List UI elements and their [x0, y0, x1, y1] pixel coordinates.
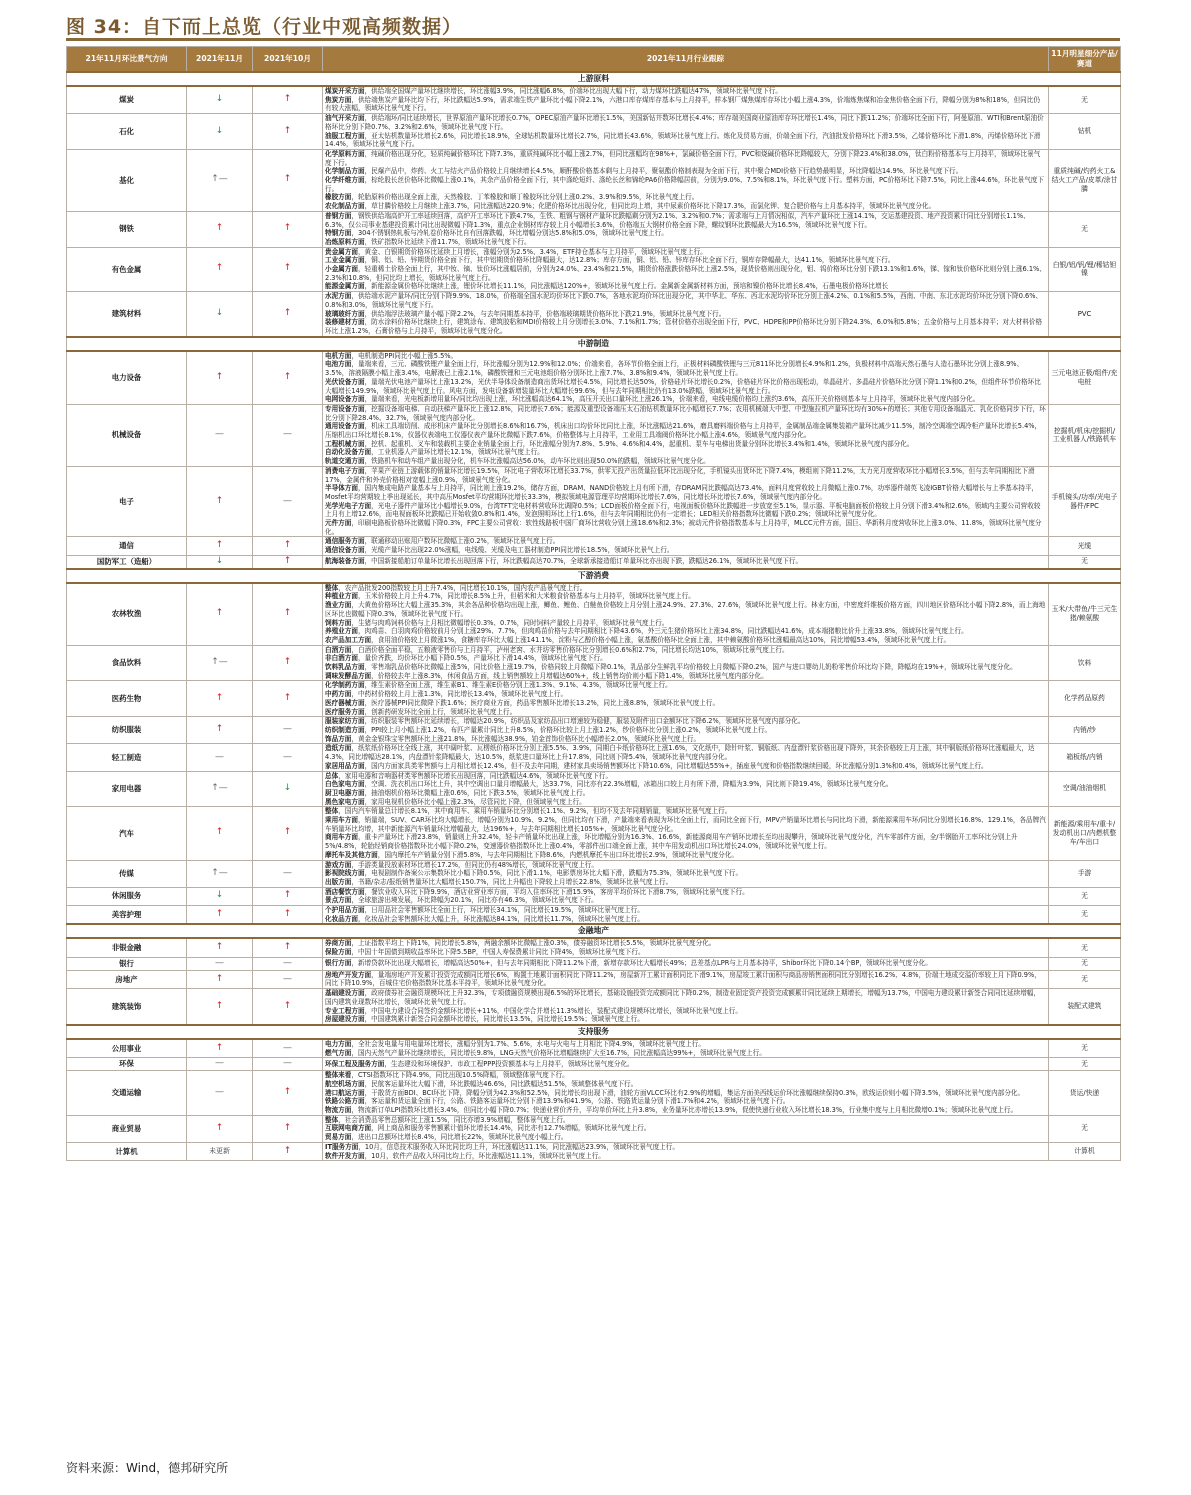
oct-direction-icon: ↑ [253, 555, 323, 568]
detail-line: 光学光电子方面，光电子器件产量环比小幅增长9.0%，台湾TFT完电材料营收环比调降0.5%；LCD面板价格全面下行，电视面板价格环比跌幅进一步放宽至5.1%，显示器、平板电脑面板价格较上月分别下滑3.4%和2.6%，领域内主要公司营收较上月有上增12.6%，而电视面板环比跌幅已开始收敛0.8%和1.4%，发泡照明环比上行1.6%，但与去年同期相比仍有一定增长；LED相关价格指数环比微幅下跌0.2%；领域环比景气度分化。 [325, 501, 1041, 519]
detail-line: 化学原料方面，纯碱价格出现分化，轻质纯碱价格环比下降7.3%，重质纯碱环比小幅上涨2.7%，但同比涨幅均在98%+，氯碱价格全面下行，PVC和烧碱价格环比降幅较大，分别下降23.4%和38.0%，钛白粉价格基本与上月持平，领域环比景气度下行。 [325, 149, 1041, 167]
table-row [67, 989, 1121, 1025]
detail-line: 出版方面，书籍/杂志/报纸销售量环比大幅增长150.7%，同比上升幅也下降较上月增长22.8%，领域环比景气度上行。 [325, 877, 673, 886]
detail-line: 养殖业方面，肉鸡苗、白羽肉鸡价格较前月分别上涨29%、7.7%，但肉鸡苗价格与去年同期相比下降43.6%，外三元生猪价格环比上涨34.8%，同比跌幅达41.6%，成本端猪粮比价升上涨33.8%，领域环比景气度上行。 [325, 627, 968, 636]
star-products: 无 [1049, 1058, 1121, 1071]
oct-direction-icon: — [253, 970, 323, 988]
table-row [67, 645, 1121, 681]
table-row [67, 860, 1121, 887]
section-header [67, 569, 1121, 583]
header-tracking: 2021年11月行业跟踪 [323, 47, 1049, 73]
oct-direction-icon: — [253, 744, 323, 771]
nov-direction-icon: ↓ [187, 555, 253, 568]
detail-line: 贵金属方面，黄金、白银期货价格环比延续上月增长，涨幅分别为2.5%、3.4%，ETF持仓基本与上月持平，领域环比景气度上行。 [325, 247, 707, 256]
star-products: 无 [1049, 938, 1121, 957]
detail-line: 医疗服务方面，创新药研发环比全面上行，领域环比景气度上行。 [325, 707, 517, 716]
detail-line: 燃气方面，国内天然气产量环比继续增长，同比增长9.8%，LNG天然气价格环比增幅继续扩大至16.7%，同比涨幅高达99%+，领域环比景气度上行。 [325, 1048, 766, 1057]
tracking-detail [323, 887, 1049, 905]
table-row [67, 717, 1121, 744]
tracking-detail [323, 717, 1049, 744]
industry-name: 美容护理 [67, 906, 187, 925]
detail-line: 通用设备方面，机床工具端切削、成形机床产量环比分别增长8.6%和16.7%，机床出口均价环比同比上涨，环比涨幅达21.6%，磨具磨料端价格与上月持平，金属制品端金属集装箱产量环比减少11.5%，制冷空调端空调冷柜产量环比增长5.4%，压缩机出口环比增长8.1%，仪器仪表端电工仪器仪表产量环比微幅下跌7.6%，价格整体与上月持平，工业用工具端阀价格环比小幅上涨4.6%，领域景气度内部分化。 [325, 422, 1042, 440]
industry-name: 轻工制造 [67, 744, 187, 771]
tracking-detail [323, 1071, 1049, 1116]
detail-line: 冶炼原料方面，铁矿指数环比延续下滑11.7%，领域环比景气度下行。 [325, 237, 531, 246]
oct-direction-icon: — [253, 1058, 323, 1071]
industry-name: 电力设备 [67, 351, 187, 405]
industry-name: 非银金融 [67, 938, 187, 957]
nov-direction-icon: ↑ [187, 211, 253, 247]
section-header [67, 924, 1121, 938]
table-row [67, 887, 1121, 905]
oct-direction-icon: ↑ [253, 1071, 323, 1116]
industry-name: 环保 [67, 1058, 187, 1071]
industry-name: 电子 [67, 466, 187, 537]
star-products: 无 [1049, 555, 1121, 568]
detail-line: 饮料乳品方面，零售端乳品价格环比微幅上涨5%，同比价格上涨19.7%，价格同较上月微幅下降0.1%，乳品部分生鲜乳平均价格较上月微幅下降0.2%，国产与进口婴幼儿奶粉零售价环比均下降，降幅均在19%+，领域环比景气度分化。 [325, 663, 1017, 672]
tracking-detail [323, 292, 1049, 337]
nov-direction-icon: ↑— [187, 860, 253, 887]
detail-line: 装修建材方面，防水涂料价格环比继续上行，建筑涂布、建筑胶粘和MDI价格较上月分别增长3.0%、7.1%和1.7%；管材价格亦出现全面下行，PVC、HDPE和PP价格环比分别下降24.3%、6.0%和5.8%；五金价格与上月基本持平；对大材料价格环比上涨1.2%，石膏价格与上月持平，领域环比景气度分化。 [325, 318, 1043, 335]
star-products: 重质纯碱/灼药火工&结火工产品/皮革/涂甘膦 [1049, 149, 1121, 211]
nov-direction-icon: ↑ [187, 351, 253, 405]
oct-direction-icon: ↑ [253, 1115, 323, 1142]
industry-name: 建筑装饰 [67, 989, 187, 1025]
oct-direction-icon: ↑ [253, 938, 323, 957]
detail-line: 物流方面，物流新订单LPI指数环比增长3.4%，但同比小幅下降0.7%；快递业营价齐升，平均单价环比上升3.8%，业务量环比亦增长13.9%，促使快递行业收入环比增长18.3%，行业集中度与上月相比微增0.1%；领域环比景气度上行。 [325, 1106, 1018, 1115]
detail-line: 通信服务方面，联通移动出账用户数环比微幅上涨0.2%，领域环比景气度上行。 [325, 537, 560, 546]
nov-direction-icon: ↑ [187, 681, 253, 717]
detail-line: 航海装备方面，中国新接船舶订单量环比增长出现回落下行，环比跌幅高达70.7%，全球新承接造船订单量环比亦出现下跌，跌幅达26.1%，领域环比景气度下行。 [325, 557, 803, 566]
detail-line: 元件方面，印刷电路板价格环比微幅下降0.3%，FPC主要公司营收：软性线路板中国厂商环比营收分别上涨18.6%和2.3%；被动元件价格指数基本与上月持平，MLCC元件方面，国巨、华新科月度营收环比上涨3.0%、11.8%，领域环比景气度分化。 [325, 519, 1042, 536]
detail-line: 银行方面，新增贷款环比出现大幅增长，增幅高达50%+，但与去年同期相比下降11.2%下滑，新增存款环比大幅增长49%；总差基点LPR与上月基本持平，Shibor环比下降0.14个BP，领域环比景气度分化。 [325, 959, 932, 968]
detail-line: 铁路公路方面，客运量和货运量全面下行，公路、铁路客运量环比分别下滑13.9%和41.9%，公路、铁路货运量分别下滑1.7%和4.2%，领域环比景气度下行。 [325, 1097, 790, 1106]
table-row [67, 351, 1121, 405]
table-header-row [67, 47, 1121, 73]
industry-name: 石化 [67, 114, 187, 150]
section-title: 支持服务 [67, 1025, 1121, 1039]
table-row [67, 807, 1121, 860]
detail-line: 电网设备方面，量端来看，光电板新增用量环/同比均出现上涨，环比涨幅高达64.1%，高压开关出口量环比上涨26.1%，价端来看，电线电缆价格均上涨约3.6%，高压开关价格则基本与上月持平，领域环比景气度内部分化。 [325, 395, 980, 404]
detail-line: 种植业方面，玉米价格较上月上升4.7%，同比增长8.5%上升，但稻米和大米粮食价格基本与上月持平，领域环比景气度上行。 [325, 592, 695, 601]
detail-line: 玻璃玻纤方面，供给端浮法玻璃产量小幅下降2.2%，与去年同期基本持平，价格端玻璃期货价格环比下跌21.9%，领域环比景气度下行。 [325, 309, 726, 318]
detail-line: 水泥方面，供给端水泥产量环/同比分别下降9.9%、18.0%，价格端全国水泥均价环比下跌0.7%，各地水泥均价环比出现分化，其中华北、华东、西北水泥均价环比分别上涨4.2%、0.1%和5.5%，西南、中南、东北水泥均价环比分别下降0.6%、0.8%和3.0%，领域环比景气度下行。 [325, 292, 1043, 309]
table-row [67, 404, 1121, 466]
header-oct: 2021年10月 [253, 47, 323, 73]
industry-name: 商业贸易 [67, 1115, 187, 1142]
table-row [67, 292, 1121, 337]
industry-name: 交通运输 [67, 1071, 187, 1116]
section-title: 中游制造 [67, 337, 1121, 351]
detail-line: 整体，国内汽车销量总计增长8.1%，其中商用车、乘用车销量环比分别增长1.1%、9.2%，但均不及去年同期销量，领域环比景气度上行。 [325, 807, 732, 816]
detail-line: 轨道交通方面，铁路机车和动车组产量出现分化，机车环比涨幅高达56.0%，动车环比则出现50.0%的跌幅，领域环比景气度分化。 [325, 457, 710, 466]
detail-line: 港口航运方面，干散货方面BDI、BCI环比下降，降幅分别为42.3%和52.5%，同比增长均出现下滑，油轮方面VLCC环比有2.9%的增幅，集运方面美西线运价环比涨幅继续保持0.3%，欧线运价则小幅下降3.5%，领域环比景气度内部分化。 [325, 1088, 1025, 1097]
star-products: 手机镜头/功率/光电子器件/FPC [1049, 466, 1121, 537]
detail-line: 电力方面，全社会发电量与用电量环比增长，涨幅分别为1.7%、5.6%，水电与火电与上月相比下降4.9%，领域环比景气度上行。 [325, 1039, 705, 1048]
tracking-detail [323, 957, 1049, 970]
detail-line: 基础建设方面，政府债券社会融资规模环比上升32.3%，专项债融资规模出现6.5%的环比增长，基础设施投资完成额同比下降0.2%，制造业固定资产投资完成额累计同比延续上期增长，增幅为13.7%，中国电力建设累计新签合同同比延续增幅，国内建筑业现数环比增长，领域环比景气度上行。 [325, 989, 1040, 1006]
nov-direction-icon: ↑ [187, 807, 253, 860]
detail-line: 农产品加工方面，食用油价格较上月微涨1%，食糖库存环比大幅上涨141.1%，淀粉与乙醇价格小幅上涨，氨基酸价格环比全面上涨，其中赖氨酸价格环比涨幅最高达10%，同比增幅53.4%，领域环比景气度上行。 [325, 635, 951, 644]
detail-line: 消费电子方面，苹果产业链上游载体的销量环比增长19.5%，环比电子营收环比增长33.7%，供零无投产出货量拉低环比出现分化，手机镜头出货环比下降7.4%，模组则下降11.2%，太力光月度营收环比小幅增长3.5%，但与去年同期相比下滑17%，金属件和外壳价格相对宽幅上涨0.9%，领域景气度分化。 [325, 466, 1035, 484]
industry-name: 休闲服务 [67, 887, 187, 905]
table-row [67, 583, 1121, 645]
industry-name: 医药生物 [67, 681, 187, 717]
star-products: 无 [1049, 887, 1121, 905]
table-row [67, 1071, 1121, 1116]
industry-name: 建筑材料 [67, 292, 187, 337]
oct-direction-icon: ↑ [253, 1142, 323, 1160]
source-note: 资料来源：Wind，德邦研究所 [66, 1461, 229, 1475]
detail-line: 游戏方面，手游类量投放素材环比增长17.2%，但同比仍有48%增长，领域环比景气度上行。 [325, 860, 598, 869]
table-row [67, 466, 1121, 537]
header-nov: 2021年11月 [187, 47, 253, 73]
tracking-detail [323, 247, 1049, 292]
detail-line: 商用车方面，重卡产量环比下滑23.8%，销量则上升32.4%，轻卡产销量环比出现上涨，环比增幅分别为16.3%、16.6%，新能源商用车产销环比增长至均出现攀升，领域环比景气度分化，汽车零部件方面，全/半钢胎开工率环比分别上升5%/4.8%，轮胎经销商价格指数环比小幅下降0.2%，变速器价格指数环比上涨0.4%，零部件出口端全面上涨，其中车用发动机出口环比增长24.0%，领域环比景气度上行。 [325, 833, 1018, 851]
nov-direction-icon: — [187, 1058, 253, 1071]
title-rule [66, 38, 1120, 41]
tracking-detail [323, 114, 1049, 150]
detail-line: 化学制品方面，民爆产品中，炸药、火工与结火产品价格较上月继续增长4.5%，顺酐酸价格基本剩与上月持平，聚氨酯价格制表现为全面下行，其中聚合MDI价格下行趋势最明显，环比降幅达14.9%，环比景气度下行。 [325, 167, 963, 176]
tracking-detail [323, 555, 1049, 568]
section-title: 上游原料 [67, 72, 1121, 86]
detail-line: 油气开采方面，供给端环/同比延续增长，世界原油产量环比增长0.7%，OPEC原油产量环比增长1.5%，美国新钻井数环比增长4.4%；库存端美国商业原油库存环比增长1.4%，同比下跌11.2%；价端环比全面下行，阿曼原油、WTI和Brent原油价格环比分别下降0.7%、3.2%和2.6%，领域环比景气度下行。 [325, 114, 1044, 131]
detail-line: 环保工程及服务方面，生态建设和环境保护、市政工程PPP投资额基本与上月持平，领域环比景气度分化。 [325, 1059, 634, 1068]
detail-line: 饰品方面，黄金金银珠宝零售额环比上涨21.8%，环比涨幅达38.9%，铂金首饰价格环比小幅增长2.0%，领域环比景气度上行。 [325, 734, 701, 743]
star-products: 无 [1049, 970, 1121, 988]
detail-line: 光伏设备方面，量端光伏电池产量环比上涨13.2%，光伏半导体设备制造商出货环比增长4.5%，同比增长达50%，价格硅片环比增长0.2%，价格硅片环比价格出现松动，单晶硅片、多晶硅片价格环比分别下降1.1%和0.2%，但组件环节价格环比大幅增长149.9%，领域环比景气度上行。风电方面，发电设备新增装量环比大幅增长99.6%，但与去年同期相比仍有13.0%跌幅，领域环比景气度上行。 [325, 377, 1041, 395]
star-products: 挖掘机/机床/挖掘机/工业机器人/铁路机车 [1049, 404, 1121, 466]
tracking-detail [323, 906, 1049, 925]
industry-name: 公用事业 [67, 1039, 187, 1058]
star-products: 饮料 [1049, 645, 1121, 681]
star-products: 玉米/大带鱼/牛三元生猪/赖氨酸 [1049, 583, 1121, 645]
oct-direction-icon: — [253, 860, 323, 887]
tracking-detail [323, 970, 1049, 988]
tracking-detail [323, 211, 1049, 247]
oct-direction-icon: ↑ [253, 247, 323, 292]
nov-direction-icon: ↑— [187, 771, 253, 807]
oct-direction-icon: ↑ [253, 807, 323, 860]
table-row [67, 1115, 1121, 1142]
star-products: 化学药品原药 [1049, 681, 1121, 717]
detail-line: 整体来看，CTSI指数环比下降4.9%，同比出现10.5%降幅，领域整体景气度下行。 [325, 1071, 569, 1080]
industry-name: 银行 [67, 957, 187, 970]
detail-line: 白色家电方面，空调、洗衣机出口环比上升，其中空调出口量月增幅最大，达33.7%，同比亦有22.3%增幅，冰箱出口较上月有所下滑，降幅为3.9%，同比则下降19.4%，领域环比景气度分化。 [325, 780, 893, 789]
oct-direction-icon: — [253, 466, 323, 537]
detail-line: 家居用品方面，国内方面家具类零售额与上月相比增长12.4%，但不及去年同期，建材家具卖场销售额环比下降10.6%，同比增幅达55%+，插座景气度和价格指数继续回暖，环比涨幅分别1.3%和0.4%，领域环比景气度上行。 [325, 761, 988, 770]
table-row [67, 1142, 1121, 1160]
star-products: 内销/纱 [1049, 717, 1121, 744]
detail-line: 调味发酵品方面，价格较去年上涨8.3%，休闲食品方面，线上销售额较上月增幅达60%+，线上销售均价则小幅下降1.4%，领域环比景气度内部分化。 [325, 671, 768, 680]
nov-direction-icon: ↑ [187, 938, 253, 957]
tracking-detail [323, 989, 1049, 1025]
detail-line: 房屋建设方面，中国建筑累计新签合同金额环比增长，同比增长13.5%，同比增长19.5%；领域景气度上行。 [325, 1015, 644, 1024]
detail-line: 整体，农产品批发200指数较上月上升7.4%，同比增长10.1%，国内农产品景气度上行。 [325, 583, 587, 592]
star-products: 手游 [1049, 860, 1121, 887]
oct-direction-icon: ↑ [253, 906, 323, 925]
industry-name: 机械设备 [67, 404, 187, 466]
figure-title: 图 34：自下而上总览（行业中观高频数据） [66, 16, 463, 38]
star-products: 光缆 [1049, 537, 1121, 555]
oct-direction-icon: ↓ [253, 771, 323, 807]
oct-direction-icon: ↑ [253, 645, 323, 681]
tracking-detail [323, 681, 1049, 717]
detail-line: 影视院线方面，电视剧制作备案公示集数环比小幅下降0.5%，同比下滑1.1%，电影票房环比大幅下滑，跌幅为75.3%，领域环比景气度下行。 [325, 869, 743, 878]
industry-name: 基化 [67, 149, 187, 211]
oct-direction-icon: ↑ [253, 149, 323, 211]
tracking-detail [323, 938, 1049, 957]
detail-line: 摩托车及其他方面，国内摩托车产销量分别下滑5.8%，与去年同期相比下降8.6%，内燃机摩托车出口环比增长2.9%，领域环比景气度分化。 [325, 850, 738, 859]
star-products: 箱板纸/内销 [1049, 744, 1121, 771]
detail-line: 油服工程方面，亚太钻机数量环比增长2.6%，同比增长18.9%，全球钻机数量环比增长2.7%，同比增长43.6%，领域环比景气度上行。炼化及贸易方面，价端全面下行，汽油批发价格环比下滑3.5%，乙烯价格环比下滑1.8%，丙烯价格环比下滑14.4%，领域环比景气度下行。 [325, 131, 1041, 149]
oct-direction-icon: ↑ [253, 114, 323, 150]
table-row [67, 744, 1121, 771]
detail-line: 纺织制造方面，PPI较上月小幅上涨1.2%，布匹产量累计同比上升8.5%，价格环比较上月上涨1.2%，纱价格环比分别上涨0.2%，领域环比景气度上行。 [325, 725, 772, 734]
industry-name: 家用电器 [67, 771, 187, 807]
tracking-detail [323, 645, 1049, 681]
tracking-detail [323, 744, 1049, 771]
detail-line: 煤炭开采方面，供给端全国煤产量环比继续增长，环比涨幅3.9%，同比涨幅6.8%，价端环比出现大幅下行，动力煤环比跌幅达47%，领域环比景气度下行。 [325, 87, 782, 95]
tracking-detail [323, 1142, 1049, 1160]
nov-direction-icon: ↑— [187, 149, 253, 211]
detail-line: 焦炭方面，供给端焦炭产量环比均下行，环比跌幅达5.9%，需求端生铁产量环比小幅下降2.1%，六港口库存煤库存基本与上月持平，样本钢厂煤焦煤库存环比小幅上涨4.3%，价端炼焦煤和冶金焦价格全面下行，降幅分别为8%和18%，但同比仍有较大涨幅，领域环比景气度下行。 [325, 95, 1040, 113]
detail-line: 造纸方面，纸浆纸价格环比全线上涨，其中阔叶浆、瓦楞纸价格环比分别上涨5.5%、3.9%，同期白卡纸价格环比上涨1.6%，文化纸中，除针叶浆、铜版纸、内盘漂针浆价格出现下降外，其余价格较上月上涨，其中铜版纸价格环比涨幅最大，达4.3%，同比增幅达28.1%，内盘漂针浆降幅最大，达10.5%，纸浆进口量环比上升17.8%，同比则下降5.4%，领域环比景气度内部分化。 [325, 744, 1035, 762]
section-header [67, 1025, 1121, 1039]
table-row [67, 555, 1121, 568]
detail-line: 化学制药方面，维生素价格全面上涨，维生素B1、维生素E价格分别上涨1.3%、9.1%、4.3%，领域环比景气度上行。 [325, 681, 672, 690]
nov-direction-icon: — [187, 957, 253, 970]
tracking-detail [323, 771, 1049, 807]
oct-direction-icon: ↑ [253, 681, 323, 717]
table-row [67, 149, 1121, 211]
oct-direction-icon: ↑ [253, 211, 323, 247]
detail-line: 酒店餐饮方面，餐饮业收入环比下降9.9%，酒店业营业率方面，平均入住率环比下滑15.9%，客房平均价环比下滑8.7%，领域环比景气度下行。 [325, 887, 749, 896]
detail-line: 普钢方面，钢铁供给端高炉开工率延续回落，高炉开工率环比下跌4.7%，生铁、粗钢与钢材产量环比跌幅剩分别为2.1%、3.2%和0.7%；需求端与上月情况相似，汽车产量环比上涨14.1%，交运基建投资、地产投资累计同比分别增长1.1%、6.3%，仅公司事业基建投资累计同比出现微幅下降1.3%，重点企业钢材库存较上月小幅增长3.6%，价格端五大钢材价格全面下降，螺纹钢环比跌幅最大为16.5%，领域环比景气度下行。 [325, 211, 1030, 229]
nov-direction-icon: ↓ [187, 114, 253, 150]
industry-name: 房地产 [67, 970, 187, 988]
oct-direction-icon: — [253, 957, 323, 970]
oct-direction-icon: — [253, 404, 323, 466]
nov-direction-icon: ↑ [187, 247, 253, 292]
nov-direction-icon: ↑ [187, 1039, 253, 1058]
table-row [67, 247, 1121, 292]
detail-line: 工业金属方面，铜、铝、铅、锌期货价格全面下行，其中铝期货价格环比降幅最大，达12.8%；库存方面，铜、铝、铅、锌库存环比全面下行，铜库存降幅最大，达41.1%，领域环比景气度下行。 [325, 256, 895, 265]
table-row [67, 1058, 1121, 1071]
table-row [67, 957, 1121, 970]
table-row [67, 970, 1121, 988]
table-row [67, 114, 1121, 150]
detail-line: 半导体方面，国内集成电路产量基本与上月持平，同比则上涨19.2%，储存方面，DRAM、NAND价格较上月有所下滑，存DRAM同比跌幅高达73.4%，面料月度营收较上月微幅上涨0.7%，功率器件端英飞凌IGBT价格大幅增长与上季基本持平，Mosfet平均营期较上季出现延长，其中高压Mosfet平均营期环比增长33.3%，模拟领域电源管理平均营期环比增长7.6%，同比增长环比增长7.6%，领域景气度内部分化。 [325, 484, 1039, 501]
star-products: 计算机 [1049, 1142, 1121, 1160]
nov-direction-icon: ↑ [187, 537, 253, 555]
detail-line: 航空机场方面，民航客运量环比大幅下滑，环比跌幅达46.6%，同比跌幅达51.5%，领域整体景气度下行。 [325, 1079, 638, 1088]
table-row [67, 681, 1121, 717]
oct-direction-icon: ↑ [253, 887, 323, 905]
nov-direction-icon: — [187, 404, 253, 466]
oct-direction-icon: ↑ [253, 989, 323, 1025]
star-products: 货运/快递 [1049, 1071, 1121, 1116]
table-row [67, 86, 1121, 114]
star-products: 无 [1049, 906, 1121, 925]
detail-line: 非白酒方面，量价齐跌，均价环比小幅下降0.5%，产量环比下滑14.4%，领域环比景气度下行。 [325, 654, 607, 663]
table-row [67, 537, 1121, 555]
table-row [67, 1039, 1121, 1058]
detail-line: 化学纤维方面，棕纶股长丝价格环比微幅上涨0.1%，其余产品价格全面下行，其中涤纶短纤、涤纶长丝和锦纶PA6价格降幅居前，分别为9.0%、7.5%和8.1%，环比景气度下行。塑料方面，PC价格环比下降7.5%，同比上涨44.6%，环比景气度下行。 [325, 176, 1044, 193]
header-direction: 21年11月环比景气方向 [67, 47, 187, 73]
detail-line: 化妆品方面，化妆品社会零售额环比大幅上升，环比涨幅达84.1%，同比增长11.7%，领域环比景气度上行。 [325, 914, 644, 923]
tracking-detail [323, 807, 1049, 860]
detail-line: 电池方面，量端来看，三元、磷酸铁锂产量全面上行，环比涨幅分别为12.9%和12.0%；价端来看，各环节价格全面上行，正极材料磷酸铁锂与三元811环比分别增长4.9%和1.2%，负极材料中高端天然石墨与人造石墨环比分别上涨8.9%、3.5%，溶液隔膜小幅上涨3.4%，电解液已上涨2.1%，磷酸铁锂和三元电池组价格分别环比上涨7.7%、3.8%和9.4%，领域环比景气度上行。 [325, 360, 1024, 378]
detail-line: 橡胶方面，轮胎原料价格出现全面上涨，天然橡胶、丁苯橡胶和顺丁橡胶环比分别上涨0.2%、3.9%和9.5%，环比景气度上行。 [325, 193, 699, 202]
detail-line: 能源金属方面，新能源金属价格环比继续上涨，锂价环比增长11.1%，同比涨幅达120%+，领域环比景气度上行。金属新金属新材料方面，预培和镍价格环比增长8.4%，石墨电极价格环比增长 [325, 282, 889, 291]
detail-line: IT服务方面，10月，信息技术服务收入环比同比均上升，环比涨幅达11.1%，同比涨幅达23.9%，领域环比景气度上行。 [325, 1142, 679, 1151]
star-products: PVC [1049, 292, 1121, 337]
detail-line: 白酒方面，白酒价格全面平稳，五粮液零售价与上月持平，泸州老窖、水井坊零售价格环比分别增长0.6%和2.7%，同比增长均达10%，领域环比景气度上行。 [325, 645, 789, 654]
industry-name: 国防军工（造船） [67, 555, 187, 568]
nov-direction-icon: ↓ [187, 86, 253, 114]
detail-line: 自动化设备方面，工业机器人产量环比增长12.1%，领域环比景气度上行。 [325, 448, 544, 457]
detail-line: 个护用品方面，日用品社会零售额环比全面上行，环比增长34.1%，同比增长19.5%，领域环比景气度上行。 [325, 906, 644, 915]
detail-line: 整体，社会消费品零售总额环比上涨1.5%，同比亦增3.9%增幅，整体景气度上行。 [325, 1115, 570, 1124]
star-products: 装配式建筑 [1049, 989, 1121, 1025]
tracking-detail [323, 86, 1049, 114]
nov-direction-icon: ↑ [187, 466, 253, 537]
tracking-detail [323, 1115, 1049, 1142]
nov-direction-icon: ↑ [187, 906, 253, 925]
table-row [67, 211, 1121, 247]
overview-table [66, 46, 1121, 1161]
industry-name: 纺织服装 [67, 717, 187, 744]
industry-name: 农林牧渔 [67, 583, 187, 645]
detail-line: 软件开发方面，10月，软件产品收入环同比均上行，环比涨幅达11.1%，领域环比景气度上行。 [325, 1151, 605, 1160]
detail-line: 乘用车方面，销量端，SUV、CAR环比均大幅增长，增幅分别为10.9%、9.2%，但同比均有下滑，产量端来看表现为环比全面上行，而同比全面下行，MPV产销量环比增长与同比均下滑，新能源乘用车环/同比分别增长16.8%、129.1%，各品牌汽车销量环比均增，其中新能源汽车销量环比增幅最大，达196%+，与去年同期相比增长105%+，领域环比景气度分化。 [325, 816, 1046, 833]
star-products: 三元电池正极/组件/充电桩 [1049, 351, 1121, 405]
tracking-detail [323, 1039, 1049, 1058]
star-products: 无 [1049, 957, 1121, 970]
detail-line: 中药方面，中药材价格较上月上涨1.3%，同比增长13.4%，领域环比景气度上行。 [325, 690, 568, 699]
table-row [67, 938, 1121, 957]
section-header [67, 337, 1121, 351]
tracking-detail [323, 1058, 1049, 1071]
detail-line: 小金属方面，轻重稀土价格全面上行，其中钕、镝、钛价环比涨幅居前，分别为24.0%、23.4%和21.5%，期货价格涨跌价格环比上涨2.5%，现货价格则出现分化，钼、钨价格环比分别下跌13.1%和1.6%，锑、镓和钛价格环比则分别上涨6.1%、2.3%和10.8%，但同比均上增长，领域环比景气度上行。 [325, 265, 1046, 282]
oct-direction-icon: ↑ [253, 583, 323, 645]
table-row [67, 906, 1121, 925]
nov-direction-icon: ↑ [187, 1115, 253, 1142]
oct-direction-icon: ↑ [253, 292, 323, 337]
star-products: 钻机 [1049, 114, 1121, 150]
detail-line: 渔业方面，大黄鱼价格环比大幅上涨35.3%，其余各品种价格均出现上涨，鲫鱼、鲤鱼、白鲢鱼价格较上月分别上涨24.9%、27.3%、27.6%，领域环比景气度上行。林业方面，中密度纤维板价格方面，四川地区价格环比小幅下降2.8%，而上海地区环比也微幅下降0.3%，领域环比景气度下行。 [325, 601, 1046, 618]
tracking-detail [323, 351, 1049, 405]
nov-direction-icon: — [187, 1071, 253, 1116]
tracking-detail [323, 404, 1049, 466]
nov-direction-icon: ↑ [187, 583, 253, 645]
industry-name: 煤炭 [67, 86, 187, 114]
detail-line: 服装家纺方面，纺织服装零售额环比延续增长，增幅达20.9%，纺织品及家纺品出口增速较为稳健，服装及附件出口金额环比下降6.2%，领域环比景气度内部分化。 [325, 717, 805, 726]
detail-line: 房地产开发方面，量端房地产开发累计投资完成额同比增长6%，购置土地累计面积同比下降11.2%，房屋新开工累计面积同比下滑9.1%，房屋竣工累计面积与商品房销售面积同比分别增长16.2%、4.8%，价端土地成交溢价率较上月下降0.9%，同比下降10.9%，百城住宅价格指数环比基本平持平，领域环比景气度分化。 [325, 970, 1041, 988]
detail-line: 贸易方面，进出口总额环比增长8.4%，同比增长22%，领域环比景气度小幅上行。 [325, 1133, 568, 1142]
star-products: 白银/铝/钒/锂/稀钴钽镍 [1049, 247, 1121, 292]
industry-name: 传媒 [67, 860, 187, 887]
oct-direction-icon: ↑ [253, 86, 323, 114]
tracking-detail [323, 149, 1049, 211]
industry-name: 汽车 [67, 807, 187, 860]
detail-line: 厨卫电器方面，抽油烟机价格环比微幅上涨0.6%，同比下跌3.5%，领域环比景气度上行。 [325, 788, 590, 797]
nov-direction-icon: ↓ [187, 292, 253, 337]
detail-line: 工程机械方面，挖机、起重机、叉车和装载机主要企业销量全面上行，环比涨幅分别为7.8%、5.9%、4.6%和4.4%，起重机、泵车与电梯出货量分别环比增长3.4%和1.4%，领域环比景气度内部分化。 [325, 439, 914, 448]
detail-line: 专用设备方面，挖掘设备端电梯、自动扶梯产量环比上涨12.8%，同比增长7.6%；能源及重型设备端压太石油钻机数量环比小幅增长7.7%；农用机械端大中型、中型施拉机产量环比均有30%+的增长；其他专用设备端晶元、乳化价格同步下行，环比分别下降28.4%、32.7%，领域景气度内部分化。 [325, 404, 1046, 422]
header-products: 11月明星细分产品/赛道 [1049, 47, 1121, 73]
detail-line: 券商方面，上证指数平均上下降1%，同比增长5.8%，两融余额环比微幅上涨0.3%，债券融资环比增长5.5%，领域环比景气度分化。 [325, 939, 716, 948]
detail-line: 饲料方面，生猪与肉鸡饲料价格与上月相比微幅增长0.3%、0.7%，同时饲料产量较上月持平，领域环比景气度上行。 [325, 618, 669, 627]
nov-direction-icon: ↑ [187, 970, 253, 988]
oct-direction-icon: ↑ [253, 351, 323, 405]
nov-direction-icon: 未更新 [187, 1142, 253, 1160]
detail-line: 特钢方面，304不锈钢热轧板与冷轧卷价格环比自有回落跌幅，环比增幅分别达5.8%和5.0%，领域环比景气度上行。 [325, 229, 668, 238]
industry-name: 计算机 [67, 1142, 187, 1160]
nov-direction-icon: — [187, 744, 253, 771]
detail-line: 农化制品方面，草甘膦价格较上月继续上涨3.7%，同比涨幅达220.9%；化肥价格环比出现分化，但同比均上增，其中尿素价格环比下降17.3%，而氯化钾、复合肥价格与上月基本持平，领域环比景气度分化。 [325, 202, 936, 211]
detail-line: 景点方面，全球旅游出境发展，环比降幅为20.1%，同比亦有46.3%，领域环比景气度下行。 [325, 896, 598, 905]
detail-line: 医疗器械方面，医疗器械PPI同比微降下跌1.6%；医疗商业方面，药品零售额环比增长13.2%，同比上涨8.8%，领域环比景气度上行。 [325, 698, 720, 707]
detail-line: 互联网电商方面，网上商品和服务零售额累计值环比增长14.4%，同比亦有12.7%增幅，领域环比景气度上行。 [325, 1124, 651, 1133]
oct-direction-icon: — [253, 717, 323, 744]
industry-name: 有色金属 [67, 247, 187, 292]
detail-line: 电机方面，电机制造PPI同比小幅上涨5.5%。 [325, 351, 458, 360]
tracking-detail [323, 860, 1049, 887]
nov-direction-icon: ↓ [187, 887, 253, 905]
section-title: 下游消费 [67, 569, 1121, 583]
star-products: 空调/油油烟机 [1049, 771, 1121, 807]
star-products: 无 [1049, 1115, 1121, 1142]
section-header [67, 72, 1121, 86]
nov-direction-icon: ↑— [187, 645, 253, 681]
industry-name: 食品饮料 [67, 645, 187, 681]
detail-line: 总体，家用电器和音响器材类零售额环比增长出现回落，同比跌幅达4.6%，领域环比景气度下行。 [325, 771, 613, 780]
oct-direction-icon: — [253, 1039, 323, 1058]
star-products: 无 [1049, 86, 1121, 114]
nov-direction-icon: ↑ [187, 989, 253, 1025]
detail-line: 通信设备方面，光缆产量环比出现22.0%涨幅，电线缆、光缆及电工器材制造PPI同比增长18.5%，领域环比景气上行。 [325, 546, 674, 555]
table-row [67, 771, 1121, 807]
detail-line: 黑色家电方面，家用电视机价格环比小幅上涨2.3%，尽管同比下降，但领域景气度上行。 [325, 797, 586, 806]
oct-direction-icon: ↑ [253, 537, 323, 555]
star-products: 新能源/乘用车/重卡/发动机出口/内燃机整车/车出口 [1049, 807, 1121, 860]
industry-name: 通信 [67, 537, 187, 555]
tracking-detail [323, 466, 1049, 537]
tracking-detail [323, 583, 1049, 645]
section-title: 金融地产 [67, 924, 1121, 938]
tracking-detail [323, 537, 1049, 555]
star-products: 无 [1049, 1039, 1121, 1058]
detail-line: 保险方面，中国十年国债到期收益率环比下降5.5BP，中国人寿保费累计同比下降4%，领域环比景气度下行。 [325, 948, 645, 957]
star-products: 无 [1049, 211, 1121, 247]
detail-line: 专业工程方面，中国电力建设合同签约金额环比增长+11%，中国化学合并增长11.3%增长，装配式建设规模环比增长，领域环比景气度上行。 [325, 1006, 742, 1015]
nov-direction-icon: ↑ [187, 717, 253, 744]
industry-name: 钢铁 [67, 211, 187, 247]
